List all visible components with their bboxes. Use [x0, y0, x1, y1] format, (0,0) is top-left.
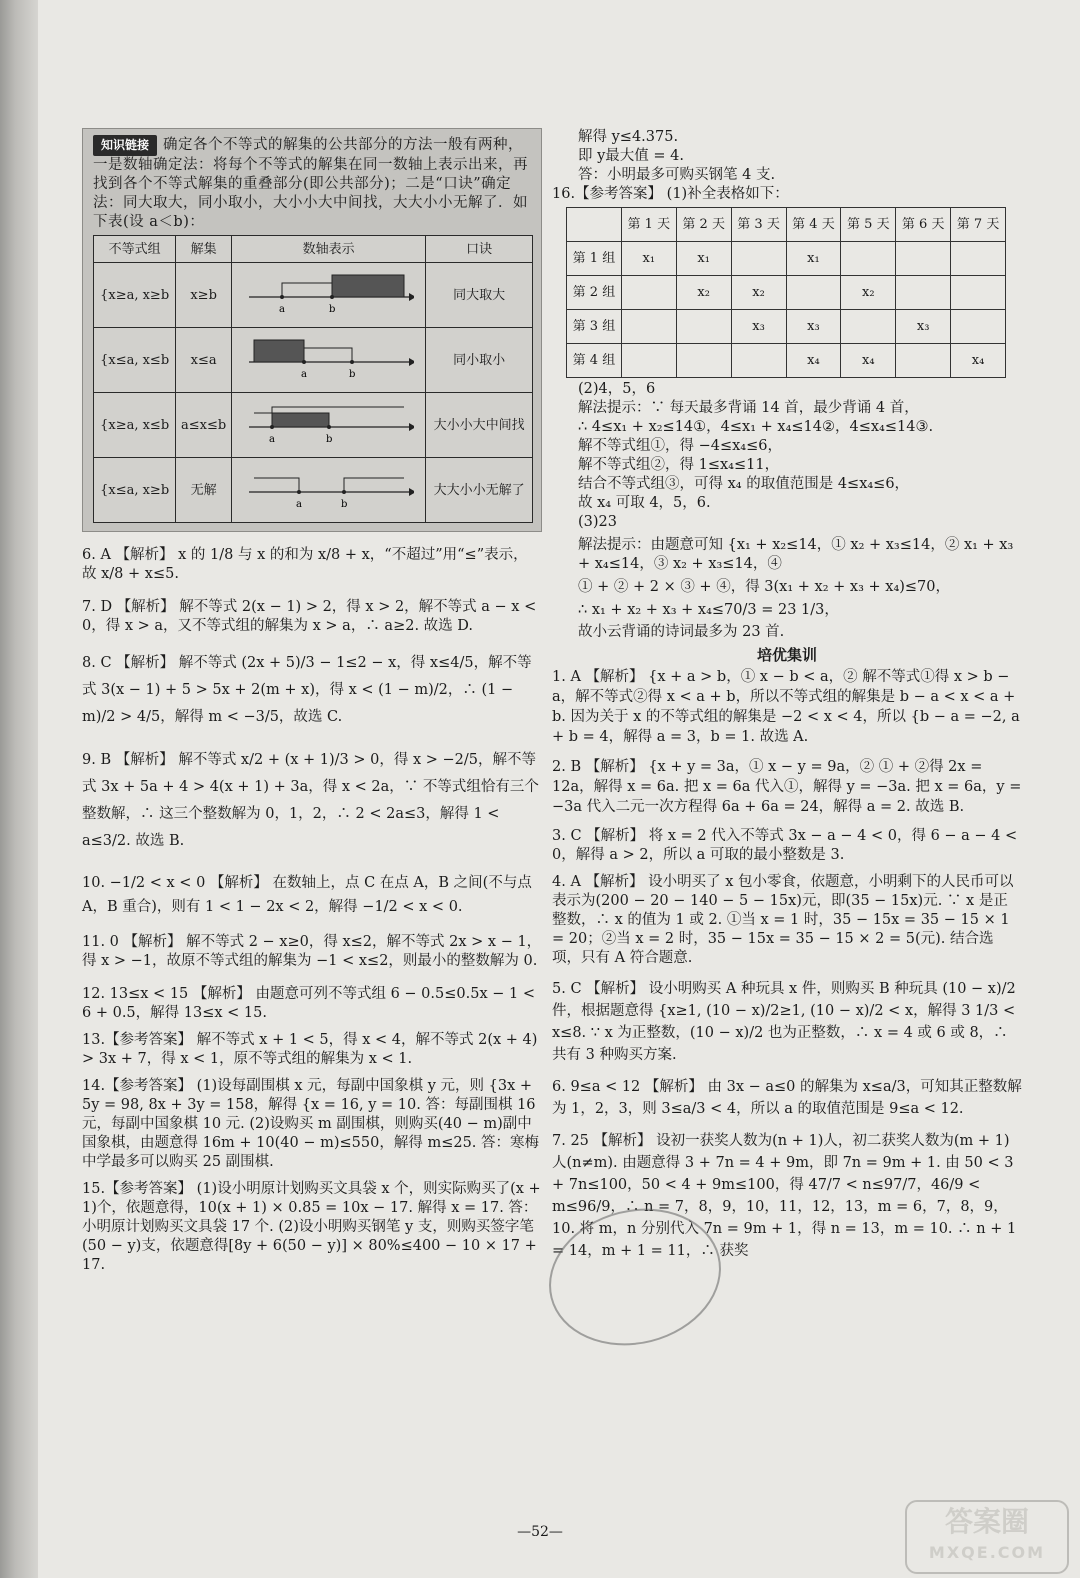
- table-header: 第 3 天: [731, 208, 786, 242]
- answer-line: 结合不等式组③，可得 x₄ 的取值范围是 4≤x₄≤6，: [578, 476, 910, 492]
- rule-cell: 大小小大中间找: [426, 393, 533, 458]
- axis-label-a: a: [300, 369, 307, 380]
- axis-label-a: a: [268, 434, 275, 445]
- answer-item: 6. A 【解析】 x 的 1/8 与 x 的和为 x/8 + x，“不超过”用“≤”表示，故 x/8 + x≤5.: [82, 547, 528, 582]
- answer-line: ∴ 4≤x₁ + x₂≤14①，4≤x₁ + x₄≤14②，4≤x₄≤14③.: [578, 419, 934, 435]
- number-line-diagram: [244, 395, 414, 449]
- q16-head: 16.【参考答案】 (1)补全表格如下：: [552, 186, 789, 202]
- answer-item: 14.【参考答案】 (1)设每副围棋 x 元，每副中国象棋 y 元，则 {3x + 5y = 98, 8x + 3y = 158，解得 {x = 16, y = 10. 答：每副围棋 16 元，每副中国象棋 10 元. (2)设购买 m 副围棋，则购买(40 − m)副中国象棋，由题意得 16m + 10(40 − m)≤550，解得 m≤25. 答：寒梅中学最多可以购买 25 副围棋.: [82, 1078, 540, 1170]
- answer-item: 12. 13≤x < 15 【解析】 由题意可列不等式组 6 − 0.5≤0.5x − 1 < 6 + 0.5，解得 13≤x < 15.: [82, 986, 535, 1021]
- watermark-text: 答案圈: [944, 1505, 1029, 1538]
- table-cell: [896, 344, 951, 378]
- table-cell: x₄: [786, 344, 841, 378]
- answer-line: ① + ② + 2 × ③ + ④，得 3(x₁ + x₂ + x₃ + x₄)≤70，: [578, 579, 951, 595]
- number-line-diagram: [244, 265, 414, 319]
- table-cell: [731, 242, 786, 276]
- section-title: 培优集训: [756, 646, 817, 664]
- inequality-table: [93, 235, 533, 523]
- knowledge-box: [82, 128, 542, 532]
- answer-line: 解法提示：∵ 每天最多背诵 14 首，最少背诵 4 首，: [578, 400, 919, 416]
- table-cell: x₁: [676, 242, 731, 276]
- table-cell: [786, 276, 841, 310]
- table-row: [94, 263, 533, 328]
- axis-label-a: a: [278, 304, 285, 315]
- table-cell: [621, 276, 676, 310]
- table-row: [94, 328, 533, 393]
- table-row: [94, 458, 533, 523]
- table-cell: [731, 344, 786, 378]
- answer-item: 13.【参考答案】 解不等式 x + 1 < 5，得 x < 4，解不等式 2(x + 4) > 3x + 7，得 x < 1，原不等式组的解集为 x < 1.: [82, 1032, 538, 1067]
- answer-line: 解不等式组①，得 −4≤x₄≤6，: [578, 438, 782, 454]
- table-header: 第 2 天: [676, 208, 731, 242]
- axis-label-b: b: [340, 499, 348, 510]
- watermark-logo: [905, 1500, 1069, 1574]
- table-header: [567, 208, 622, 242]
- answer-line: ∴ x₁ + x₂ + x₃ + x₄≤70/3 = 23 1/3，: [578, 602, 839, 618]
- table-row: [567, 344, 1006, 378]
- table-cell: x₄: [841, 344, 896, 378]
- answer-item: 7. D 【解析】 解不等式 2(x − 1) > 2，得 x > 2，解不等式 a − x < 0，得 x > a，又不等式组的解集为 x > a，∴ a≥2. 故选 D.: [82, 599, 537, 634]
- answer-line: 故小云背诵的诗词最多为 23 首.: [578, 624, 785, 640]
- table-cell: x₁: [786, 242, 841, 276]
- solution-cell: x≥b: [176, 263, 232, 328]
- right-column: [552, 128, 1022, 1262]
- answer-line: 解法提示：由题意可知 {x₁ + x₂≤14，① x₂ + x₃≤14，② x₁ + x₃ + x₄≤14，③ x₂ + x₃≤14，④: [578, 537, 1014, 572]
- table-header: 数轴表示: [232, 236, 426, 263]
- table-cell: x₃: [896, 310, 951, 344]
- answer-item: 9. B 【解析】 解不等式 x/2 + (x + 1)/3 > 0，得 x > −2/5，解不等式 3x + 5a + 4 > 4(x + 1) + 3a，得 x < 2a，∵ 不等式组恰有三个整数解，∴ 这三个整数解为 0，1，2，∴ 2 < 2a≤3，解得 1 < a≤3/2. 故选 B.: [82, 752, 539, 849]
- answer-item: 15.【参考答案】 (1)设小明原计划购买文具袋 x 个，则实际购买了(x + 1)个，依题意得，10(x + 1) × 0.85 = 10x − 17. 解得 x = 17. 答：小明原计划购买文具袋 17 个. (2)设小明购买钢笔 y 支，则购买签字笔(50 − y)支，依题意得[8y + 6(50 − y)] × 80%≤400 − 10 × 17 + 17.: [82, 1181, 541, 1273]
- axis-label-b: b: [348, 369, 356, 380]
- answer-line: 解得 y≤4.375.: [578, 129, 679, 145]
- system-cell: {x≥a, x≥b: [94, 263, 176, 328]
- table-row: [567, 276, 1006, 310]
- axis-label-a: a: [295, 499, 302, 510]
- page-number: —52—: [517, 1524, 563, 1540]
- table-cell: 第 4 组: [567, 344, 622, 378]
- answer-item: 3. C 【解析】 将 x = 2 代入不等式 3x − a − 4 < 0，得 6 − a − 4 < 0，解得 a > 2，所以 a 可取的最小整数是 3.: [552, 828, 1018, 863]
- table-cell: [896, 276, 951, 310]
- table-cell: x₃: [786, 310, 841, 344]
- axis-label-b: b: [325, 434, 333, 445]
- table-header: 解集: [176, 236, 232, 263]
- table-cell: x₁: [621, 242, 676, 276]
- table-cell: x₄: [951, 344, 1006, 378]
- table-header: 第 7 天: [951, 208, 1006, 242]
- table-header: 口诀: [426, 236, 533, 263]
- table-cell: [841, 242, 896, 276]
- table-cell: [621, 310, 676, 344]
- axis-label-b: b: [328, 304, 336, 315]
- answer-item: 5. C 【解析】 设小明购买 A 种玩具 x 件，则购买 B 种玩具 (10 − x)/2 件，根据题意得 {x≥1, (10 − x)/2≥1, (10 − x)/2 < x，解得 3 1/3 < x≤8. ∵ x 为正整数，(10 − x)/2 也为正整数，∴ x = 4 或 6 或 8，∴ 共有 3 种购买方案.: [552, 981, 1016, 1063]
- answer-line: (3)23: [578, 514, 617, 530]
- table-header: 不等式组: [94, 236, 176, 263]
- answer-line: (2)4，5，6: [578, 381, 656, 397]
- answer-item: 8. C 【解析】 解不等式 (2x + 5)/3 − 1≤2 − x，得 x≤4/5，解不等式 3(x − 1) + 5 > 5x + 2(m + x)，得 x < (1 − m)/2，∴ (1 − m)/2 > 4/5，解得 m < −3/5，故选 C.: [82, 655, 532, 725]
- table-header: 第 4 天: [786, 208, 841, 242]
- table-cell: [951, 242, 1006, 276]
- number-line-cell: [232, 263, 426, 328]
- table-cell: [676, 344, 731, 378]
- answer-item: 1. A 【解析】 {x + a > b，① x − b < a，② 解不等式①得 x > b − a，解不等式②得 x < a + b，所以不等式组的解集是 b − a < x < a + b. 因为关于 x 的不等式组的解集是 −2 < x < 4，所以 {b − a = −2, a + b = 4，解得 a = 3，b = 1. 故选 A.: [552, 669, 1020, 745]
- solution-cell: x≤a: [176, 328, 232, 393]
- rule-cell: 同小取小: [426, 328, 533, 393]
- book-binding-edge: [0, 0, 38, 1578]
- table-cell: [676, 310, 731, 344]
- rule-cell: 同大取大: [426, 263, 533, 328]
- solution-cell: 无解: [176, 458, 232, 523]
- system-cell: {x≤a, x≤b: [94, 328, 176, 393]
- knowledge-label: 知识链接: [93, 135, 157, 156]
- answer-item: 10. −1/2 < x < 0 【解析】 在数轴上，点 C 在点 A，B 之间(不与点 A，B 重合)，则有 1 < 1 − 2x < 2，解得 −1/2 < x < 0.: [82, 875, 532, 915]
- system-cell: {x≤a, x≥b: [94, 458, 176, 523]
- table-header: 第 1 天: [621, 208, 676, 242]
- answer-line: 解不等式组②，得 1≤x₄≤11，: [578, 457, 780, 473]
- number-line-cell: [232, 328, 426, 393]
- answer-line: 故 x₄ 可取 4，5，6.: [578, 495, 711, 511]
- answer-item: 6. 9≤a < 12 【解析】 由 3x − a≤0 的解集为 x≤a/3，可知其正整数解为 1，2，3，则 3≤a/3 < 4，所以 a 的取值范围是 9≤a < 12.: [552, 1079, 1022, 1117]
- table-cell: 第 1 组: [567, 242, 622, 276]
- number-line-cell: [232, 458, 426, 523]
- table-cell: x₂: [676, 276, 731, 310]
- recitation-table: [566, 207, 1006, 378]
- answer-item: 2. B 【解析】 {x + y = 3a，① x − y = 9a，② ① + ②得 2x = 12a，解得 x = 6a. 把 x = 6a 代入①，解得 y = −3a. 把 x = 6a，y = −3a 代入二元一次方程得 6a + 6a = 24，解得 a = 2. 故选 B.: [552, 759, 1022, 815]
- left-column: [82, 128, 542, 1275]
- table-cell: [841, 310, 896, 344]
- solution-cell: a≤x≤b: [176, 393, 232, 458]
- table-row: [94, 393, 533, 458]
- table-cell: 第 3 组: [567, 310, 622, 344]
- answer-item: 4. A 【解析】 设小明买了 x 包小零食，依题意，小明剩下的人民币可以表示为(200 − 20 − 140 − 5 − 15x)元，即(35 − 15x)元. ∵ x 是正整数，∴ x 的值为 1 或 2. ①当 x = 1 时，35 − 15x = 35 − 15 × 1 = 20；②当 x = 2 时，35 − 15x = 35 − 15 × 2 = 5(元). 结合选项，只有 A 符合题意.: [552, 874, 1014, 966]
- table-cell: [896, 242, 951, 276]
- number-line-cell: [232, 393, 426, 458]
- answer-line: 答：小明最多可购买钢笔 4 支.: [578, 167, 776, 183]
- table-cell: [951, 276, 1006, 310]
- table-cell: [621, 344, 676, 378]
- knowledge-text: 确定各个不等式的解集的公共部分的方法一般有两种，一是数轴确定法：将每个不等式的解集在同一数轴上表示出来，再找到各个不等式解集的重叠部分(即公共部分)；二是“口诀”确定法：同大取大，同小取小，大小小大中间找，大大小小无解了．如下表(设 a＜b)：: [93, 137, 528, 230]
- answer-line: 即 y最大值 = 4.: [578, 148, 685, 164]
- number-line-diagram: [244, 460, 414, 514]
- rule-cell: 大大小小无解了: [426, 458, 533, 523]
- table-cell: x₃: [731, 310, 786, 344]
- table-cell: x₂: [841, 276, 896, 310]
- number-line-diagram: [244, 330, 414, 384]
- table-header: 第 6 天: [896, 208, 951, 242]
- answer-item: 11. 0 【解析】 解不等式 2 − x≥0，得 x≤2，解不等式 2x > x − 1，得 x > −1，故原不等式组的解集为 −1 < x≤2，则最小的整数解为 0.: [82, 934, 542, 969]
- table-cell: x₂: [731, 276, 786, 310]
- table-cell: 第 2 组: [567, 276, 622, 310]
- table-row: [567, 310, 1006, 344]
- system-cell: {x≥a, x≤b: [94, 393, 176, 458]
- answer-item: 7. 25 【解析】 设初一获奖人数为(n + 1)人，初二获奖人数为(m + 1)人(n≠m). 由题意得 3 + 7n = 4 + 9m，即 7n = 9m + 1. 由 50 < 3 + 7n≤100，50 < 4 + 9m≤100，得 47/7 < n≤97/7，46/9 < m≤96/9，∴ n = 7，8，9，10，11，12，13，m = 6，7，8，9，10. 将 m，n 分别代入 7n = 9m + 1，得 n = 13，m = 10. ∴ n + 1 = 14，m + 1 = 11，∴ 获奖: [552, 1133, 1017, 1259]
- table-cell: [951, 310, 1006, 344]
- table-row: [567, 242, 1006, 276]
- table-header: 第 5 天: [841, 208, 896, 242]
- watermark-url: MXQE.COM: [928, 1543, 1046, 1562]
